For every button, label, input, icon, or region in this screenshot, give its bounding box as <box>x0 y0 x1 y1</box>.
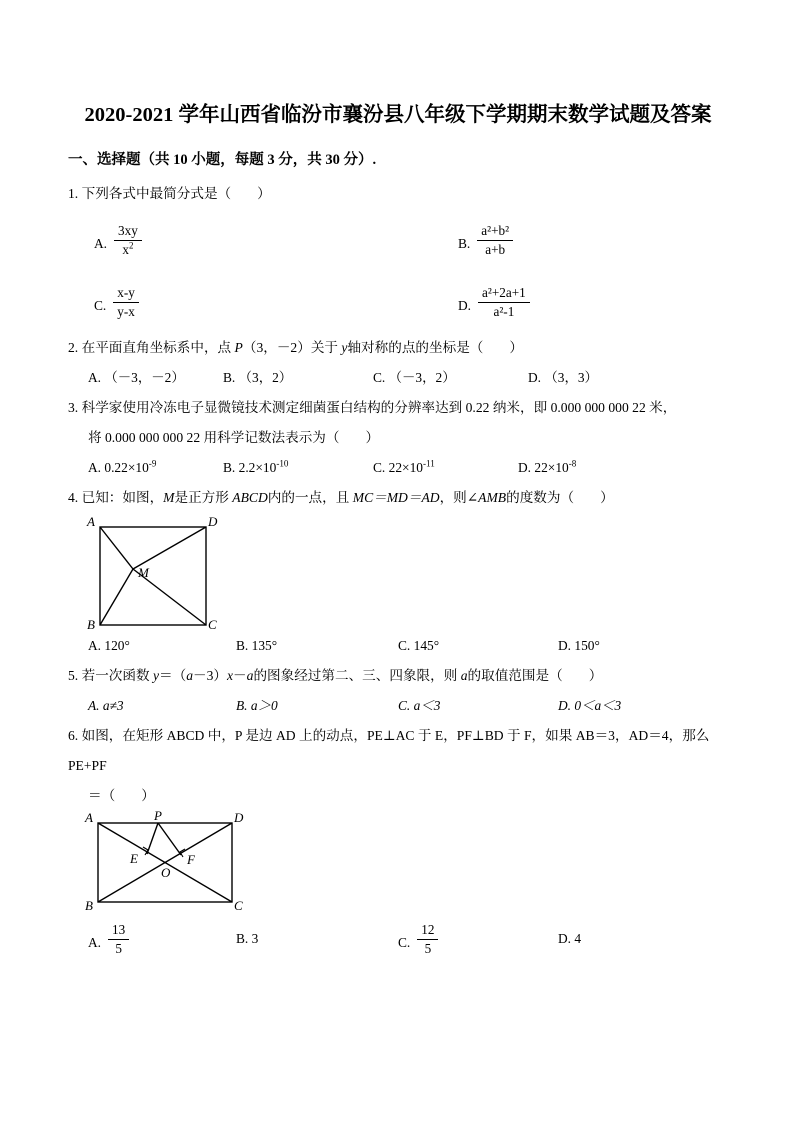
question-1 <box>68 179 728 209</box>
option-5-a[interactable]: A. a≠3 <box>88 698 124 713</box>
option-1-c-fraction <box>113 285 139 319</box>
option-1-c-denominator: y-x <box>117 303 135 319</box>
option-2-b[interactable]: B. （3，2） <box>223 370 293 385</box>
page-content <box>68 96 728 967</box>
option-2-d[interactable]: D. （3，3） <box>528 370 598 385</box>
figure-question-4 <box>68 513 728 631</box>
option-6-a-fraction: $\frac{13}{5}$ <box>108 922 129 956</box>
option-1-a-exponent: 2 <box>128 240 134 251</box>
question-2-stem: 2. 在平面直角坐标系中，点 P（3，－2）关于 y轴对称的点的坐标是（ ） <box>68 340 523 355</box>
option-1-b-fraction <box>477 223 513 257</box>
option-1-d-fraction <box>478 285 530 319</box>
option-5-b[interactable]: B. a＞0 <box>236 698 278 713</box>
question-5-number: 5. <box>68 668 79 683</box>
question-4-stem: 4. 已知：如图，M是正方形 ABCD内的一点，且 MC＝MD＝AD，则∠AMB的度数为（ ） <box>68 490 614 505</box>
option-3-d[interactable]: D. $22\times 10^{-8}$ <box>518 458 577 475</box>
option-1-c[interactable] <box>94 271 139 333</box>
option-1-a-denominator: $x^2$ <box>122 240 134 257</box>
figure-question-6 <box>68 811 728 911</box>
option-6-d[interactable]: D. 4 <box>558 931 582 946</box>
question-2 <box>68 333 728 363</box>
label-e: E <box>130 851 138 866</box>
label-d: D <box>234 811 244 825</box>
question-5 <box>68 661 728 691</box>
question-4 <box>68 483 728 513</box>
option-1-d-denominator: a²-1 <box>493 303 515 319</box>
label-o: O <box>161 865 171 880</box>
question-5-options <box>68 691 728 721</box>
question-3-stem <box>68 393 728 453</box>
page-title: 2020-2021 学年山西省临汾市襄汾县八年级下学期期末数学试题及答案 <box>84 104 712 126</box>
label-f: F <box>187 852 195 867</box>
option-4-d[interactable]: D. 150° <box>558 638 600 653</box>
question-2-number: 2. <box>68 340 79 355</box>
option-1-b-label: B. <box>458 236 471 252</box>
option-1-c-numerator: x-y <box>113 285 139 303</box>
option-6-a[interactable]: A. $\frac{13}{5}$ <box>88 911 129 967</box>
question-6-line-1: 如图，在矩形 ABCD 中，P 是边 AD 上的动点，PE⊥AC 于 E，PF⊥BD 于 F，如果 AB＝3，AD＝4，那么 PE+PF <box>68 728 710 773</box>
option-1-a[interactable] <box>94 209 142 271</box>
option-4-a[interactable]: A. 120° <box>88 638 130 653</box>
question-1-stem-close: ） <box>257 186 271 201</box>
question-3 <box>68 393 728 453</box>
right-angle-mark-f <box>180 849 185 857</box>
option-1-d[interactable] <box>458 271 530 333</box>
label-d: D <box>208 514 218 529</box>
question-2-options <box>68 363 728 393</box>
label-c: C <box>234 898 243 911</box>
segment-pe <box>147 823 158 854</box>
question-1-stem-text: 下列各式中最简分式是（ <box>81 186 232 201</box>
label-b: B <box>87 617 95 631</box>
segment-am <box>100 527 133 569</box>
option-3-a[interactable]: A. $0.22\times 10^{-9}$ <box>88 458 157 475</box>
section-heading-multiple-choice: 一、选择题（共 10 小题，每题 3 分，共 30 分）. <box>68 152 377 168</box>
label-m: M <box>138 565 149 580</box>
option-1-d-label: D. <box>458 298 472 314</box>
option-1-b-denominator: a+b <box>485 241 506 257</box>
square-outline <box>100 527 206 625</box>
question-6-number: 6. <box>68 728 79 743</box>
option-1-a-label: A. <box>94 236 108 252</box>
label-p: P <box>154 811 162 823</box>
label-a: A <box>85 811 93 825</box>
square-abcd-with-interior-point-m-diagram <box>68 513 268 631</box>
question-5-stem: 5. 若一次函数 y＝（a－3）x－a的图象经过第二、三、四象限，则 a的取值范围是（ ） <box>68 668 603 683</box>
option-4-c[interactable]: C. 145° <box>398 638 440 653</box>
option-5-c[interactable]: C. a＜3 <box>398 698 441 713</box>
question-1-options <box>68 209 728 333</box>
segment-bm <box>100 569 133 625</box>
label-b: B <box>85 898 93 911</box>
question-3-line-1: 科学家使用冷冻电子显微镜技术测定细菌蛋白结构的分辨率达到 0.22 纳米，即 0.000 000 000 22 米， <box>81 400 677 415</box>
option-6-b[interactable]: B. 3 <box>236 931 259 946</box>
option-2-a[interactable]: A. （－3，－2） <box>88 370 185 385</box>
segment-pf <box>158 823 181 855</box>
option-5-d[interactable]: D. 0＜a＜3 <box>558 698 622 713</box>
question-6-line-2: ＝（ ） <box>88 788 155 803</box>
option-3-c[interactable]: C. $22\times 10^{-11}$ <box>373 458 435 475</box>
question-3-options <box>68 453 728 483</box>
option-6-c-fraction: $\frac{12}{5}$ <box>417 922 438 956</box>
option-1-b[interactable] <box>458 209 513 271</box>
option-1-b-numerator: a²+b² <box>477 223 513 241</box>
option-1-d-numerator: a²+2a+1 <box>478 285 530 303</box>
option-4-b[interactable]: B. 135° <box>236 638 278 653</box>
question-1-options-row-1 <box>68 209 728 271</box>
option-2-c[interactable]: C. （－3，2） <box>373 370 456 385</box>
question-1-stem <box>68 179 728 209</box>
segment-md <box>133 527 206 569</box>
question-6 <box>68 721 728 811</box>
option-1-c-label: C. <box>94 298 107 314</box>
question-6-options <box>68 911 728 967</box>
option-3-b[interactable]: B. $2.2\times 10^{-10}$ <box>223 458 289 475</box>
label-c: C <box>208 617 217 631</box>
option-6-c[interactable]: C. $\frac{12}{5}$ <box>398 911 438 967</box>
question-1-options-row-2 <box>68 271 728 333</box>
question-4-number: 4. <box>68 490 79 505</box>
label-a: A <box>87 514 95 529</box>
rectangle-abcd-with-perpendiculars-diagram <box>68 811 288 911</box>
question-4-options <box>68 631 728 661</box>
option-1-a-fraction <box>114 223 142 257</box>
question-3-line-2: 将 0.000 000 000 22 用科学记数法表示为（ ） <box>88 430 380 445</box>
question-6-stem <box>68 721 728 811</box>
option-1-a-numerator: 3xy <box>114 223 142 241</box>
question-3-number: 3. <box>68 400 79 415</box>
question-1-number: 1. <box>68 186 79 201</box>
